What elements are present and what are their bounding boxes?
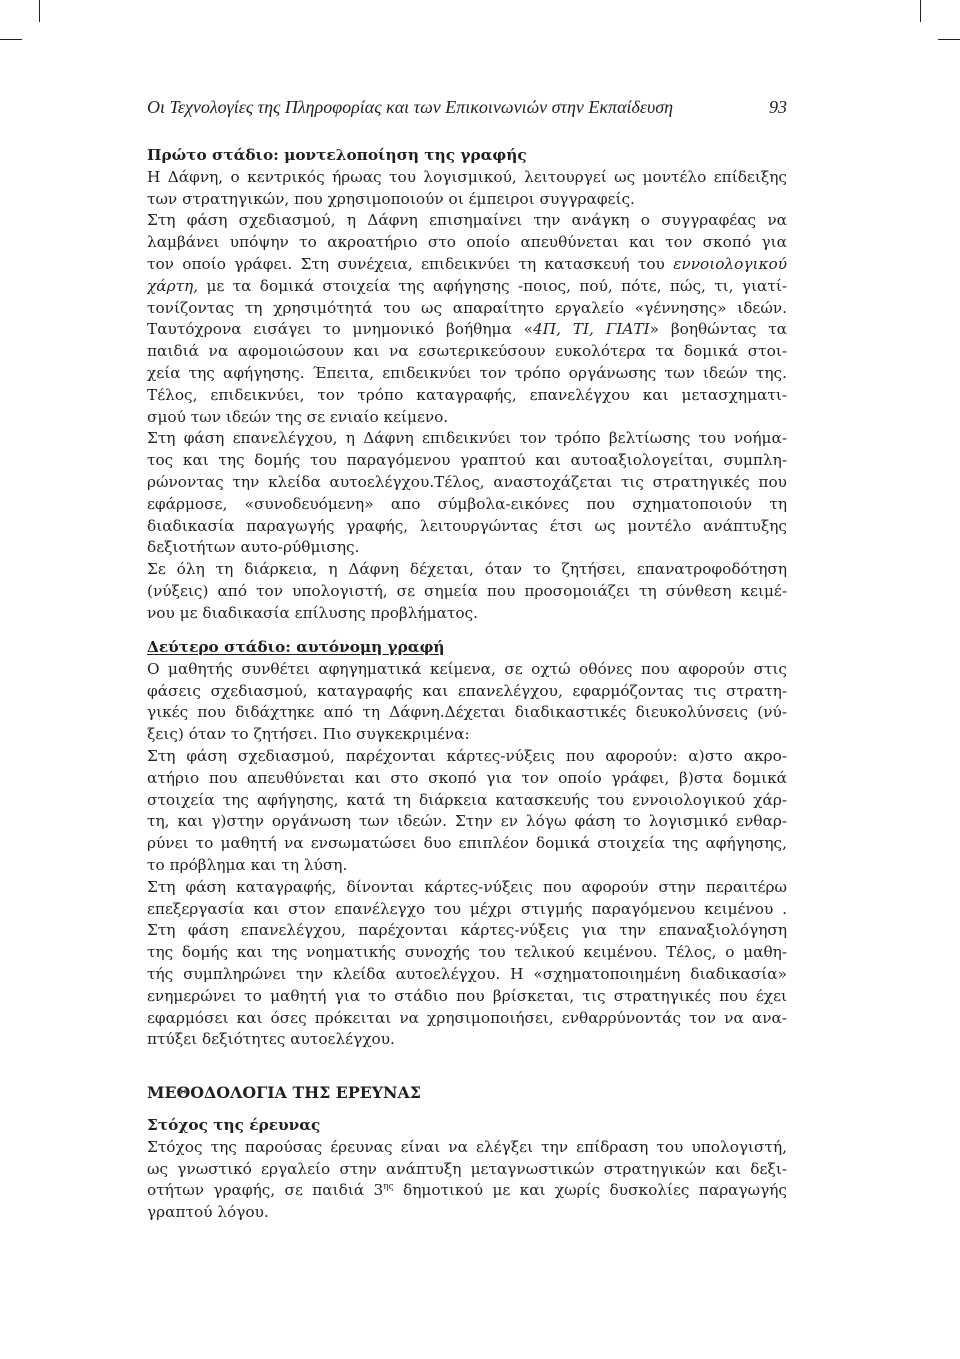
text-line: Στη φάση καταγραφής, δίνονται κάρτες-νύξεις που αφορούν στην περαιτέρω xyxy=(147,877,787,896)
text-line: τής συμπληρώνει την κλείδα αυτοελέγχου. Η «σχηματοποιημένη διαδικασία» xyxy=(147,964,787,983)
text-line: Ο μαθητής συνθέτει αφηγηματικά κείμενα, σε οχτώ οθόνες που αφορούν στις xyxy=(147,659,787,678)
text-line: γικές που διδάχτηκε από τη Δάφνη.Δέχεται διαδικαστικές διευκολύνσεις (νύ- xyxy=(147,703,787,722)
text-line: παιδιά να αφομοιώσουν και να εσωτερικεύσουν ευκολότερα τα δομικά στοι- xyxy=(147,342,787,361)
text-line: τη, και γ)στην οργάνωση των ιδεών. Στην εν λόγω φάση το λογισμικό ενθαρ- xyxy=(147,812,787,831)
superscript: ης xyxy=(383,1182,394,1193)
text-line: στοιχεία της αφήγησης, κατά τη διάρκεια κατασκευής του εννοιολογικού χάρ- xyxy=(147,790,787,809)
running-header-title: Οι Τεχνολογίες της Πληροφορίας και των Επικοινωνιών στην Εκπαίδευση xyxy=(147,97,674,117)
section-modeling xyxy=(147,145,787,625)
text-line: Στη φάση επανελέγχου, παρέχονται κάρτες-νύξεις για την επαναξιολόγηση xyxy=(147,921,787,940)
section-autonomous-writing xyxy=(147,637,787,1051)
text-line: ξεις) όταν το ζητήσει. Πιο συγκεκριμένα: xyxy=(147,725,470,744)
section-heading: Δεύτερο στάδιο: αυτόνομη γραφή xyxy=(147,638,445,656)
text-line: επεξεργασία και στον επανέλεγχο του μέχρι στιγμής παραγόμενου κειμένου . xyxy=(147,899,787,918)
text-line: Στόχος της παρούσας έρευνας είναι να ελέγξει την επίδραση του υπολογιστή, xyxy=(147,1137,787,1156)
text-line: εφαρμόσει και όσες πρόκειται να χρησιμοποιήσει, ενθαρρύνοντάς τον να ανα- xyxy=(147,1008,787,1027)
text-line: ατήριο που απευθύνεται και στο σκοπό για τον οποίο γράφει, β)στα δομικά xyxy=(147,768,787,787)
crop-mark xyxy=(0,39,22,40)
text-line: Στη φάση επανελέγχου, η Δάφνη επιδεικνύει τον τρόπο βελτίωσης του νοήμα- xyxy=(147,429,787,448)
page-number: 93 xyxy=(769,97,787,117)
text-line: γραπτού λόγου. xyxy=(147,1203,269,1222)
text-line: (νύξεις) από τον υπολογιστή, σε σημεία που προσομοιάζει τη σύνθεση κειμέ- xyxy=(147,581,787,600)
text-line: νου με διαδικασία επίλυσης προβλήματος. xyxy=(147,603,479,622)
text-line: λαμβάνει υπόψην το ακροατήριο στο οποίο απευθύνεται και τον σκοπό για xyxy=(147,233,787,252)
text-line: τος και της δομής του παραγόμενου γραπτού και αυτοαξιολογείται, συμπλη- xyxy=(147,451,787,470)
text-line: χάρτη, με τα δομικά στοιχεία της αφήγησης -ποιος, πού, πότε, πώς, τι, γιατί- xyxy=(147,276,787,295)
text-line: δεξιοτήτων αυτο-ρύθμισης. xyxy=(147,538,360,557)
text-line: εφάρμοσε, «συνοδευόμενη» απο σύμβολα-εικόνες που σχηματοποιούν τη xyxy=(147,494,787,513)
text-line: ως γνωστικό εργαλείο στην ανάπτυξη μεταγνωστικών στρατηγικών και δεξι- xyxy=(147,1159,787,1178)
text-line: φάσεις σχεδιασμού, καταγραφής και επανελέγχου, εφαρμόζοντας τις στρατη- xyxy=(147,681,787,700)
text-line: πτύξει δεξιότητες αυτοελέγχου. xyxy=(147,1030,395,1049)
text-line: της δομής και της νοηματικής συνοχής του τελικού κειμένου. Τέλος, ο μαθη- xyxy=(147,943,787,962)
text-line: Η Δάφνη, ο κεντρικός ήρωας του λογισμικού, λειτουργεί ως μοντέλο επίδειξης xyxy=(147,167,787,186)
text-line: διαδικασία παραγωγής γραφής, λειτουργώντας έτσι ως μοντέλο ανάπτυξης xyxy=(147,516,787,535)
italic-term: εννοιολογικού xyxy=(673,254,787,273)
text-line: χεία της αφήγησης. Έπειτα, επιδεικνύει τον τρόπο οργάνωσης των ιδεών της. xyxy=(147,363,787,382)
text-line: ρύνει το μαθητή να ενσωματώσει δυο επιπλέον δομικά στοιχεία της αφήγησης, xyxy=(147,834,787,853)
text-line: ρώνοντας την κλείδα αυτοελέγχου.Τέλος, αναστοχάζεται τις στρατηγικές που xyxy=(147,472,787,491)
section-heading: Πρώτο στάδιο: μοντελοποίηση της γραφής xyxy=(147,146,527,164)
text-line: Ταυτόχρονα εισάγει το μνημονικό βοήθημα «4Π, ΤΙ, ΓΙΑΤΙ» βοηθώντας τα xyxy=(147,320,787,339)
section-methodology xyxy=(147,1082,787,1104)
subsection-heading: Στόχος της έρευνας xyxy=(147,1116,321,1134)
text-line: Τέλος, επιδεικνύει, τον τρόπο καταγραφής, επανελέγχου και μετασχηματι- xyxy=(147,385,787,404)
crop-mark xyxy=(938,39,960,40)
subsection-research-goal xyxy=(147,1115,787,1224)
text-line: των στρατηγικών, που χρησιμοποιούν οι έμπειροι συγγραφείς. xyxy=(147,189,635,208)
mnemonic-term: 4Π, ΤΙ, ΓΙΑΤΙ xyxy=(533,320,650,339)
text-line: Στη φάση σχεδιασμού, η Δάφνη επισημαίνει την ανάγκη ο συγγραφέας να xyxy=(147,211,787,230)
text-line: το πρόβλημα και τη λύση. xyxy=(147,855,348,874)
crop-mark xyxy=(920,0,921,22)
crop-mark xyxy=(39,0,40,22)
italic-term: χάρτη, xyxy=(147,276,199,295)
chapter-heading: ΜΕΘΟΔΟΛΟΓΙΑ ΤΗΣ ΕΡΕΥΝΑΣ xyxy=(147,1083,421,1102)
text-line: τονίζοντας τη χρησιμότητά του ως απαραίτητο εργαλείο «γέννησης» ιδεών. xyxy=(147,298,787,317)
text-line: οτήτων γραφής, σε παιδιά $3^{\eta\varsigma}$ δημοτικού με και χωρίς δυσκολίες παραγωγής xyxy=(147,1181,787,1200)
text-line: σμού των ιδεών της σε ενιαίο κείμενο. xyxy=(147,407,449,426)
text-line: Σε όλη τη διάρκεια, η Δάφνη δέχεται, όταν το ζητήσει, επανατροφοδότηση xyxy=(147,560,787,579)
text-line: τον οποίο γράφει. Στη συνέχεια, επιδεικνύει τη κατασκευή του εννοιολογικού xyxy=(147,254,787,273)
text-line: ενημερώνει το μαθητή για το στάδιο που βρίσκεται, τις στρατηγικές που έχει xyxy=(147,986,787,1005)
text-line: Στη φάση σχεδιασμού, παρέχονται κάρτες-νύξεις που αφορούν: α)στο ακρο- xyxy=(147,746,787,765)
